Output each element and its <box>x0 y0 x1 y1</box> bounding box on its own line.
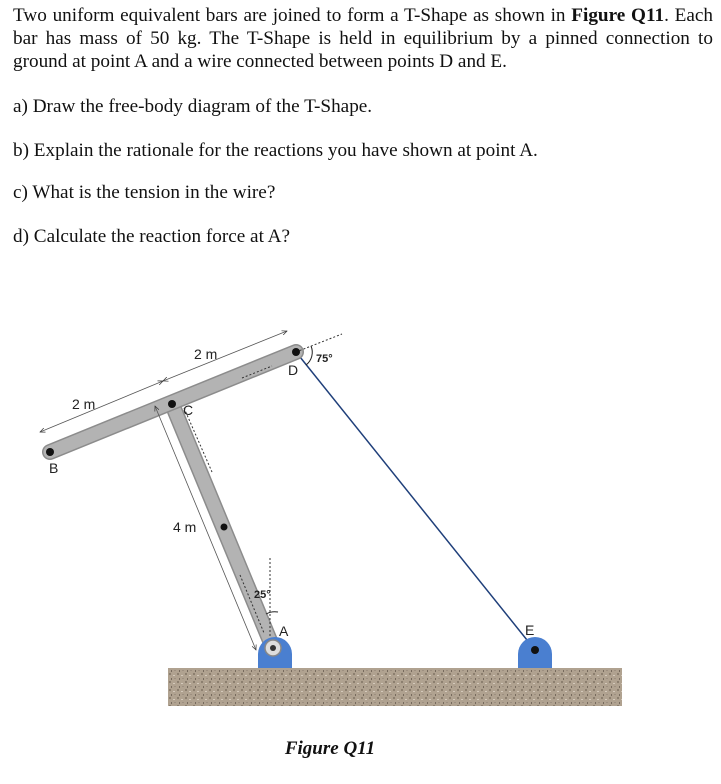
question-a: a) Draw the free-body diagram of the T-Shape. <box>13 96 373 117</box>
question-d: d) Calculate the reaction force at A? <box>13 226 291 247</box>
ground <box>168 668 622 706</box>
question-b: b) Explain the rationale for the reactions you have shown at point A. <box>13 140 538 161</box>
dimension-label-left: 2 m <box>72 396 96 412</box>
figure-caption: Figure Q11 <box>284 738 376 759</box>
question-c: c) What is the tension in the wire? <box>13 182 276 203</box>
angle-label-d: 75° <box>316 353 333 365</box>
point-c <box>168 400 176 408</box>
label-e: E <box>525 622 535 638</box>
label-a: A <box>279 623 289 639</box>
angle-label-a: 25° <box>254 589 271 601</box>
angle-arc-d <box>306 346 312 365</box>
stem-center-of-mass <box>221 524 228 531</box>
label-b: B <box>49 460 59 476</box>
label-c: C <box>183 402 194 418</box>
point-d <box>292 348 300 356</box>
intro-text: Two uniform equivalent bars are joined to form a T-Shape as shown in <box>13 5 572 26</box>
intro-text-continued: . Each bar has mass of 50 kg. The T-Shape is held in equilibrium by a pinned connection to ground at point A and a wire connected between points D and E. <box>13 5 713 72</box>
dimension-stem <box>155 406 256 650</box>
angle-arc-a <box>266 612 278 614</box>
point-b <box>46 448 54 456</box>
figure-reference: Figure Q11 <box>571 5 665 26</box>
dimension-label-stem: 4 m <box>173 519 197 535</box>
dimension-label-right: 2 m <box>194 346 218 362</box>
label-d: D <box>288 362 299 378</box>
wire-de <box>296 352 535 650</box>
